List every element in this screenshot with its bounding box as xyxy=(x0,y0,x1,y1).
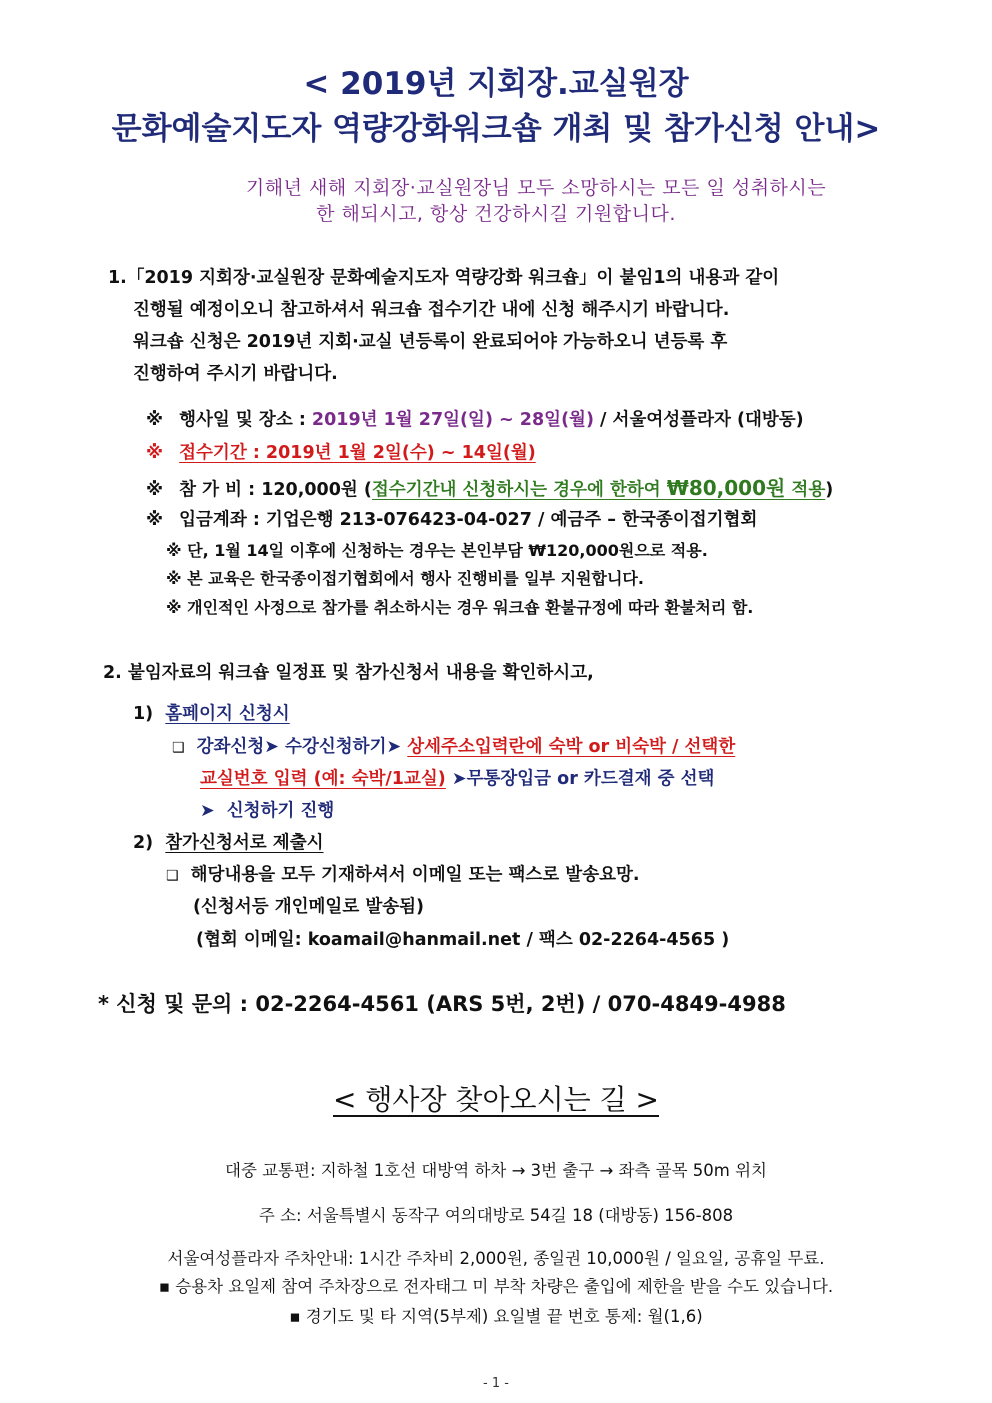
section1-line-4: 진행하여 주시기 바랍니다. xyxy=(133,364,338,384)
contact-info: * 신청 및 문의 : 02-2264-4561 (ARS 5번, 2번) / 070-4849-4988 xyxy=(98,992,786,1016)
arrow-icon: ➤ xyxy=(451,769,467,789)
address-info: 주 소: 서울특별시 동작구 여의대방로 54길 18 (대방동) 156-808 xyxy=(258,1206,734,1225)
method2-label: 참가신청서로 제출시 xyxy=(165,833,324,853)
section2-heading: 2. 붙임자료의 워크숍 일정표 및 참가신청서 내용을 확인하시고, xyxy=(103,663,594,683)
registration-period xyxy=(146,439,536,464)
method1-label: 홈페이지 신청시 xyxy=(165,704,290,724)
event-date: 2019년 1월 27일(일) ~ 28일(월) xyxy=(311,410,594,430)
arrow-icon: ➤ xyxy=(200,801,215,821)
step-payment: 무통장입금 or 카드결재 중 선택 xyxy=(466,769,715,789)
section1-text-1: 「2019 지회장·교실원장 문화예술지도자 역량강화 워크숍」이 붙임1의 내용과 같이 xyxy=(126,268,780,288)
reference-mark: ※ xyxy=(146,443,164,463)
method2-number: 2) xyxy=(133,833,154,853)
directions-title: < 행사장 찾아오시는 길 > xyxy=(333,1083,659,1116)
event-place: / 서울여성플라자 (대방동) xyxy=(593,410,804,430)
note-late-registration: ※ 단, 1월 14일 이후에 신청하는 경우는 본인부담 ₩120,000원으로 적용. xyxy=(166,541,708,560)
arrow-icon: ➤ xyxy=(264,737,279,757)
method2-line-3: (협회 이메일: koamail@hanmail.net / 팩스 02-2264-4565 ) xyxy=(196,930,730,950)
arrow-icon: ➤ xyxy=(386,737,402,757)
section1-line-3: 워크숍 신청은 2019년 지회·교실 년등록이 완료되어야 가능하오니 년등록 후 xyxy=(133,332,728,352)
title-line-2: 문화예술지도자 역량강화워크숍 개최 및 참가신청 안내> xyxy=(111,111,881,147)
step-course: 강좌신청 xyxy=(196,737,265,757)
method2-heading xyxy=(133,829,324,854)
section1-line-2: 진행될 예정이오니 참고하셔서 워크숍 접수기간 내에 신청 해주시기 바랍니다. xyxy=(133,300,730,320)
fee-discount-suffix: 적용 xyxy=(785,480,826,500)
parking-note-2: ▪ 경기도 및 타 지역(5부제) 요일별 끝 번호 통제: 월(1,6) xyxy=(289,1307,703,1326)
reference-mark: ※ xyxy=(146,510,164,530)
method2-text-1: 해당내용을 모두 기재하셔서 이메일 또는 팩스로 발송요망. xyxy=(190,865,640,885)
method1-steps-line-1 xyxy=(172,733,735,758)
method1-heading xyxy=(133,700,290,725)
checkbox-bullet-icon: ❑ xyxy=(172,740,185,756)
step-address-2: 교실번호 입력 (예: 숙박/1교실) xyxy=(200,769,446,789)
step-apply: 신청하기 진행 xyxy=(226,801,335,821)
participation-fee xyxy=(146,472,833,501)
account-text: 입금계좌 : 기업은행 213-076423-04-027 / 예금주 – 한국종이접기협회 xyxy=(179,510,758,530)
greeting-line-2: 한 해되시고, 항상 건강하시길 기원합니다. xyxy=(316,203,676,225)
method1-steps-line-3 xyxy=(200,797,334,822)
method1-steps-line-2 xyxy=(200,765,714,790)
bank-account xyxy=(146,506,757,531)
fee-discount-amount: ₩80,000원 xyxy=(666,476,786,500)
title-line-1: < 2019년 지회장.교실원장 xyxy=(303,66,689,102)
step-enroll: 수강신청하기 xyxy=(285,737,387,757)
transit-info: 대중 교통편: 지하철 1호선 대방역 하차 → 3번 출구 → 좌측 골목 50m 위치 xyxy=(225,1161,767,1180)
fee-close: ) xyxy=(825,480,834,500)
checkbox-bullet-icon: ❑ xyxy=(166,868,179,884)
method2-line-1 xyxy=(166,861,640,886)
fee-discount-text: 접수기간내 신청하시는 경우에 한하여 xyxy=(371,480,667,500)
parking-note-1: ▪ 승용차 요일제 참여 주차장으로 전자태그 미 부착 차량은 출입에 제한을 받을 수도 있습니다. xyxy=(158,1277,834,1296)
page-number: - 1 - xyxy=(483,1376,509,1391)
period-text: 접수기간 : 2019년 1월 2일(수) ~ 14일(월) xyxy=(179,443,536,463)
fee-label: 참 가 비 : 120,000원 ( xyxy=(179,480,372,500)
event-label: 행사일 및 장소 : xyxy=(179,410,312,430)
fee-discount xyxy=(371,476,826,500)
reference-mark: ※ xyxy=(146,480,164,500)
reference-mark: ※ xyxy=(146,410,164,430)
event-date-place xyxy=(146,406,804,431)
note-support: ※ 본 교육은 한국종이접기협회에서 행사 진행비를 일부 지원합니다. xyxy=(166,569,644,588)
method1-number: 1) xyxy=(133,704,154,724)
note-refund: ※ 개인적인 사정으로 참가를 취소하시는 경우 워크숍 환불규정에 따라 환불처리 함. xyxy=(166,598,754,617)
section1-number: 1. xyxy=(108,268,127,288)
parking-info: 서울여성플라자 주차안내: 1시간 주차비 2,000원, 종일권 10,000원 / 일요일, 공휴일 무료. xyxy=(167,1249,825,1268)
method2-line-2: (신청서등 개인메일로 발송됨) xyxy=(193,897,425,917)
greeting-line-1: 기해년 새해 지회장·교실원장님 모두 소망하시는 모든 일 성취하시는 xyxy=(245,177,827,199)
step-address-1: 상세주소입력란에 숙박 or 비숙박 / 선택한 xyxy=(407,737,736,757)
section1-line-1 xyxy=(108,264,779,289)
